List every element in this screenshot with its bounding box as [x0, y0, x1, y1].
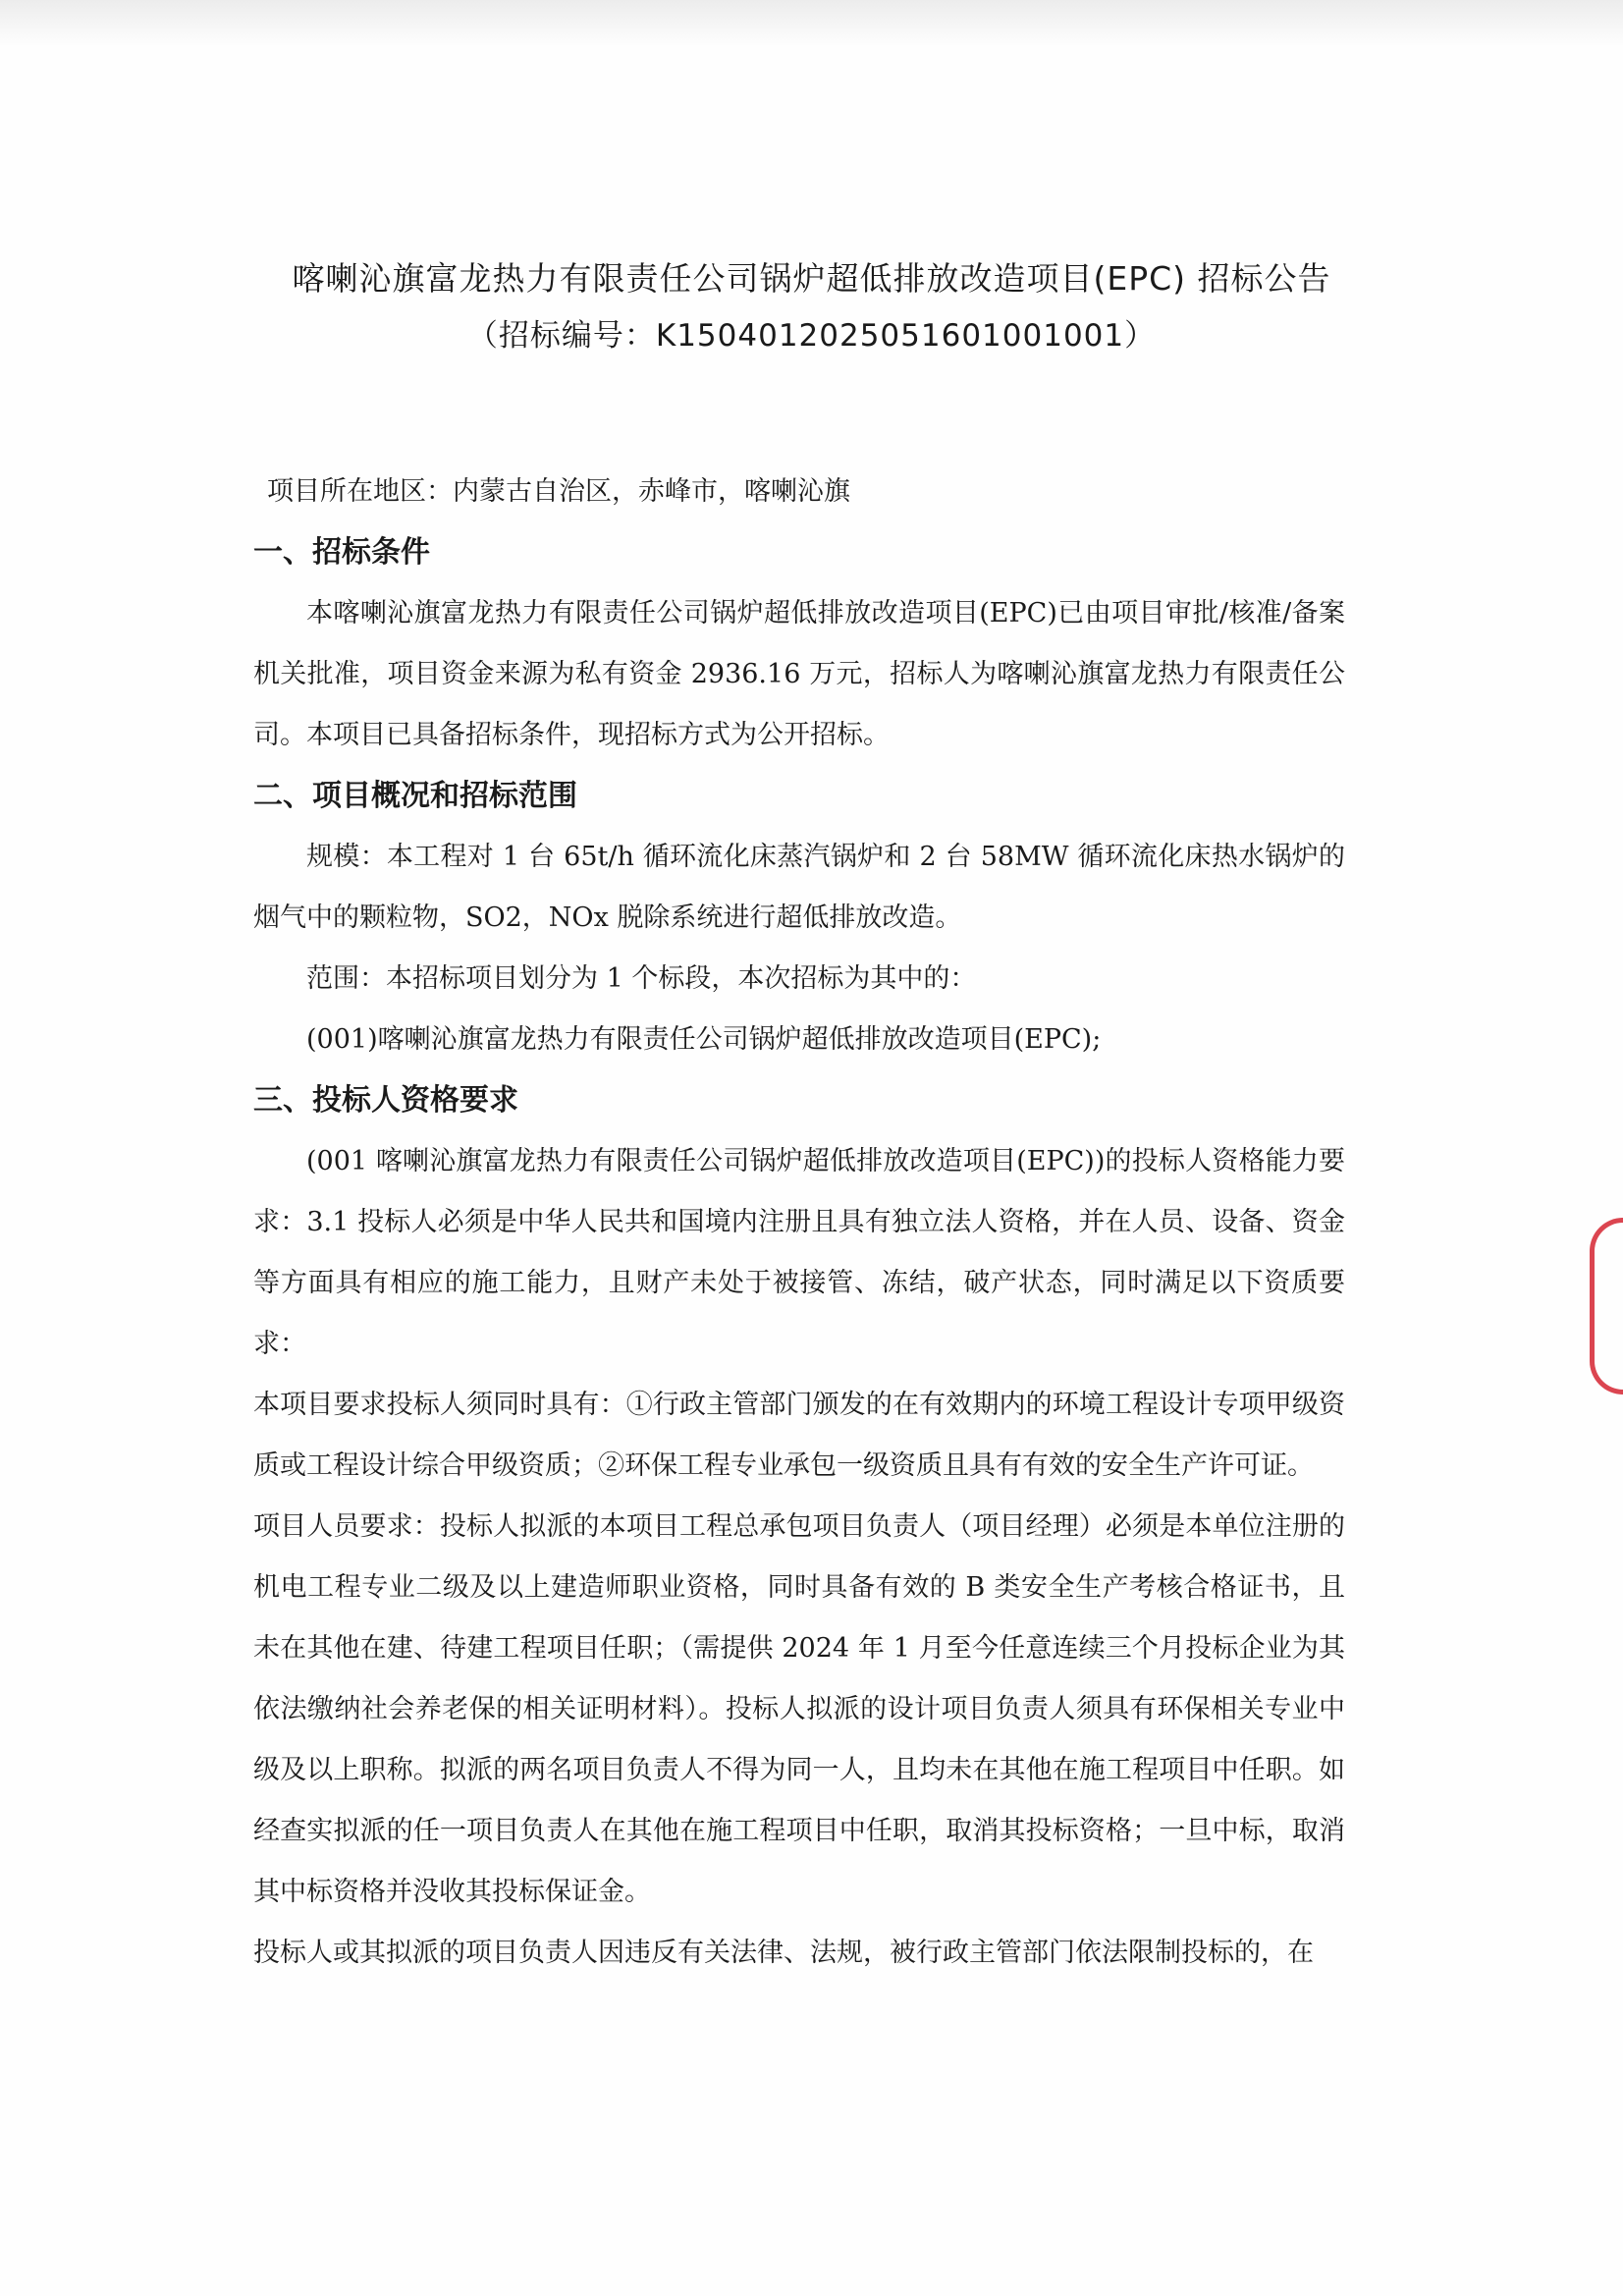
scan-shadow	[0, 0, 1623, 47]
paragraph-project-scale: 规模：本工程对 1 台 65t/h 循环流化床蒸汽锅炉和 2 台 58MW 循环流化床热水锅炉的烟气中的颗粒物，SO2，NOx 脱除系统进行超低排放改造。	[253, 842, 1345, 933]
seal-stamp-edge	[1590, 1218, 1623, 1394]
tender-number: （招标编号：K1504012025051601001001）	[466, 318, 1157, 354]
paragraph-project-scope: 范围：本招标项目划分为 1 个标段，本次招标为其中的：	[306, 963, 977, 994]
document-body	[253, 462, 1345, 1984]
section-heading-project-overview: 二、项目概况和招标范围	[253, 779, 577, 813]
title-block	[0, 253, 1623, 361]
paragraph-lot-001: (001)喀喇沁旗富龙热力有限责任公司锅炉超低排放改造项目(EPC);	[306, 1024, 1102, 1055]
paragraph-bidding-restrictions: 投标人或其拟派的项目负责人因违反有关法律、法规，被行政主管部门依法限制投标的，在	[253, 1938, 1314, 1968]
section-heading-tender-conditions: 一、招标条件	[253, 535, 430, 570]
paragraph-qualification-certificates: 本项目要求投标人须同时具有：①行政主管部门颁发的在有效期内的环境工程设计专项甲级资质或工程设计综合甲级资质；②环保工程专业承包一级资质且具有有效的安全生产许可证。	[253, 1390, 1345, 1481]
section-heading-bidder-qualifications: 三、投标人资格要求	[253, 1083, 518, 1118]
paragraph-qualification-requirements: (001 喀喇沁旗富龙热力有限责任公司锅炉超低排放改造项目(EPC))的投标人资格能力要求：3.1 投标人必须是中华人民共和国境内注册且具有独立法人资格，并在人员、设备、资金等方面具有相应的施工能力，且财产未处于被接管、冻结，破产状态，同时满足以下资质要求：	[253, 1146, 1345, 1359]
project-location: 项目所在地区：内蒙古自治区，赤峰市，喀喇沁旗	[267, 476, 850, 507]
paragraph-personnel-requirements: 项目人员要求：投标人拟派的本项目工程总承包项目负责人（项目经理）必须是本单位注册的机电工程专业二级及以上建造师职业资格，同时具备有效的 B 类安全生产考核合格证书，且未在其他在建、待建工程项目任职；（需提供 2024 年 1 月至今任意连续三个月投标企业为其依法缴纳社会养老保的相关证明材料）。投标人拟派的设计项目负责人须具有环保相关专业中级及以上职称。拟派的两名项目负责人不得为同一人，且均未在其他在施工程项目中任职。如经查实拟派的任一项目负责人在其他在施工程项目中任职，取消其投标资格；一旦中标，取消其中标资格并没收其投标保证金。	[253, 1511, 1345, 1907]
paragraph-tender-conditions: 本喀喇沁旗富龙热力有限责任公司锅炉超低排放改造项目(EPC)已由项目审批/核准/备案机关批准，项目资金来源为私有资金 2936.16 万元，招标人为喀喇沁旗富龙热力有限责任公司。本项目已具备招标条件，现招标方式为公开招标。	[253, 598, 1345, 750]
document-title: 喀喇沁旗富龙热力有限责任公司锅炉超低排放改造项目(EPC) 招标公告	[292, 259, 1331, 298]
